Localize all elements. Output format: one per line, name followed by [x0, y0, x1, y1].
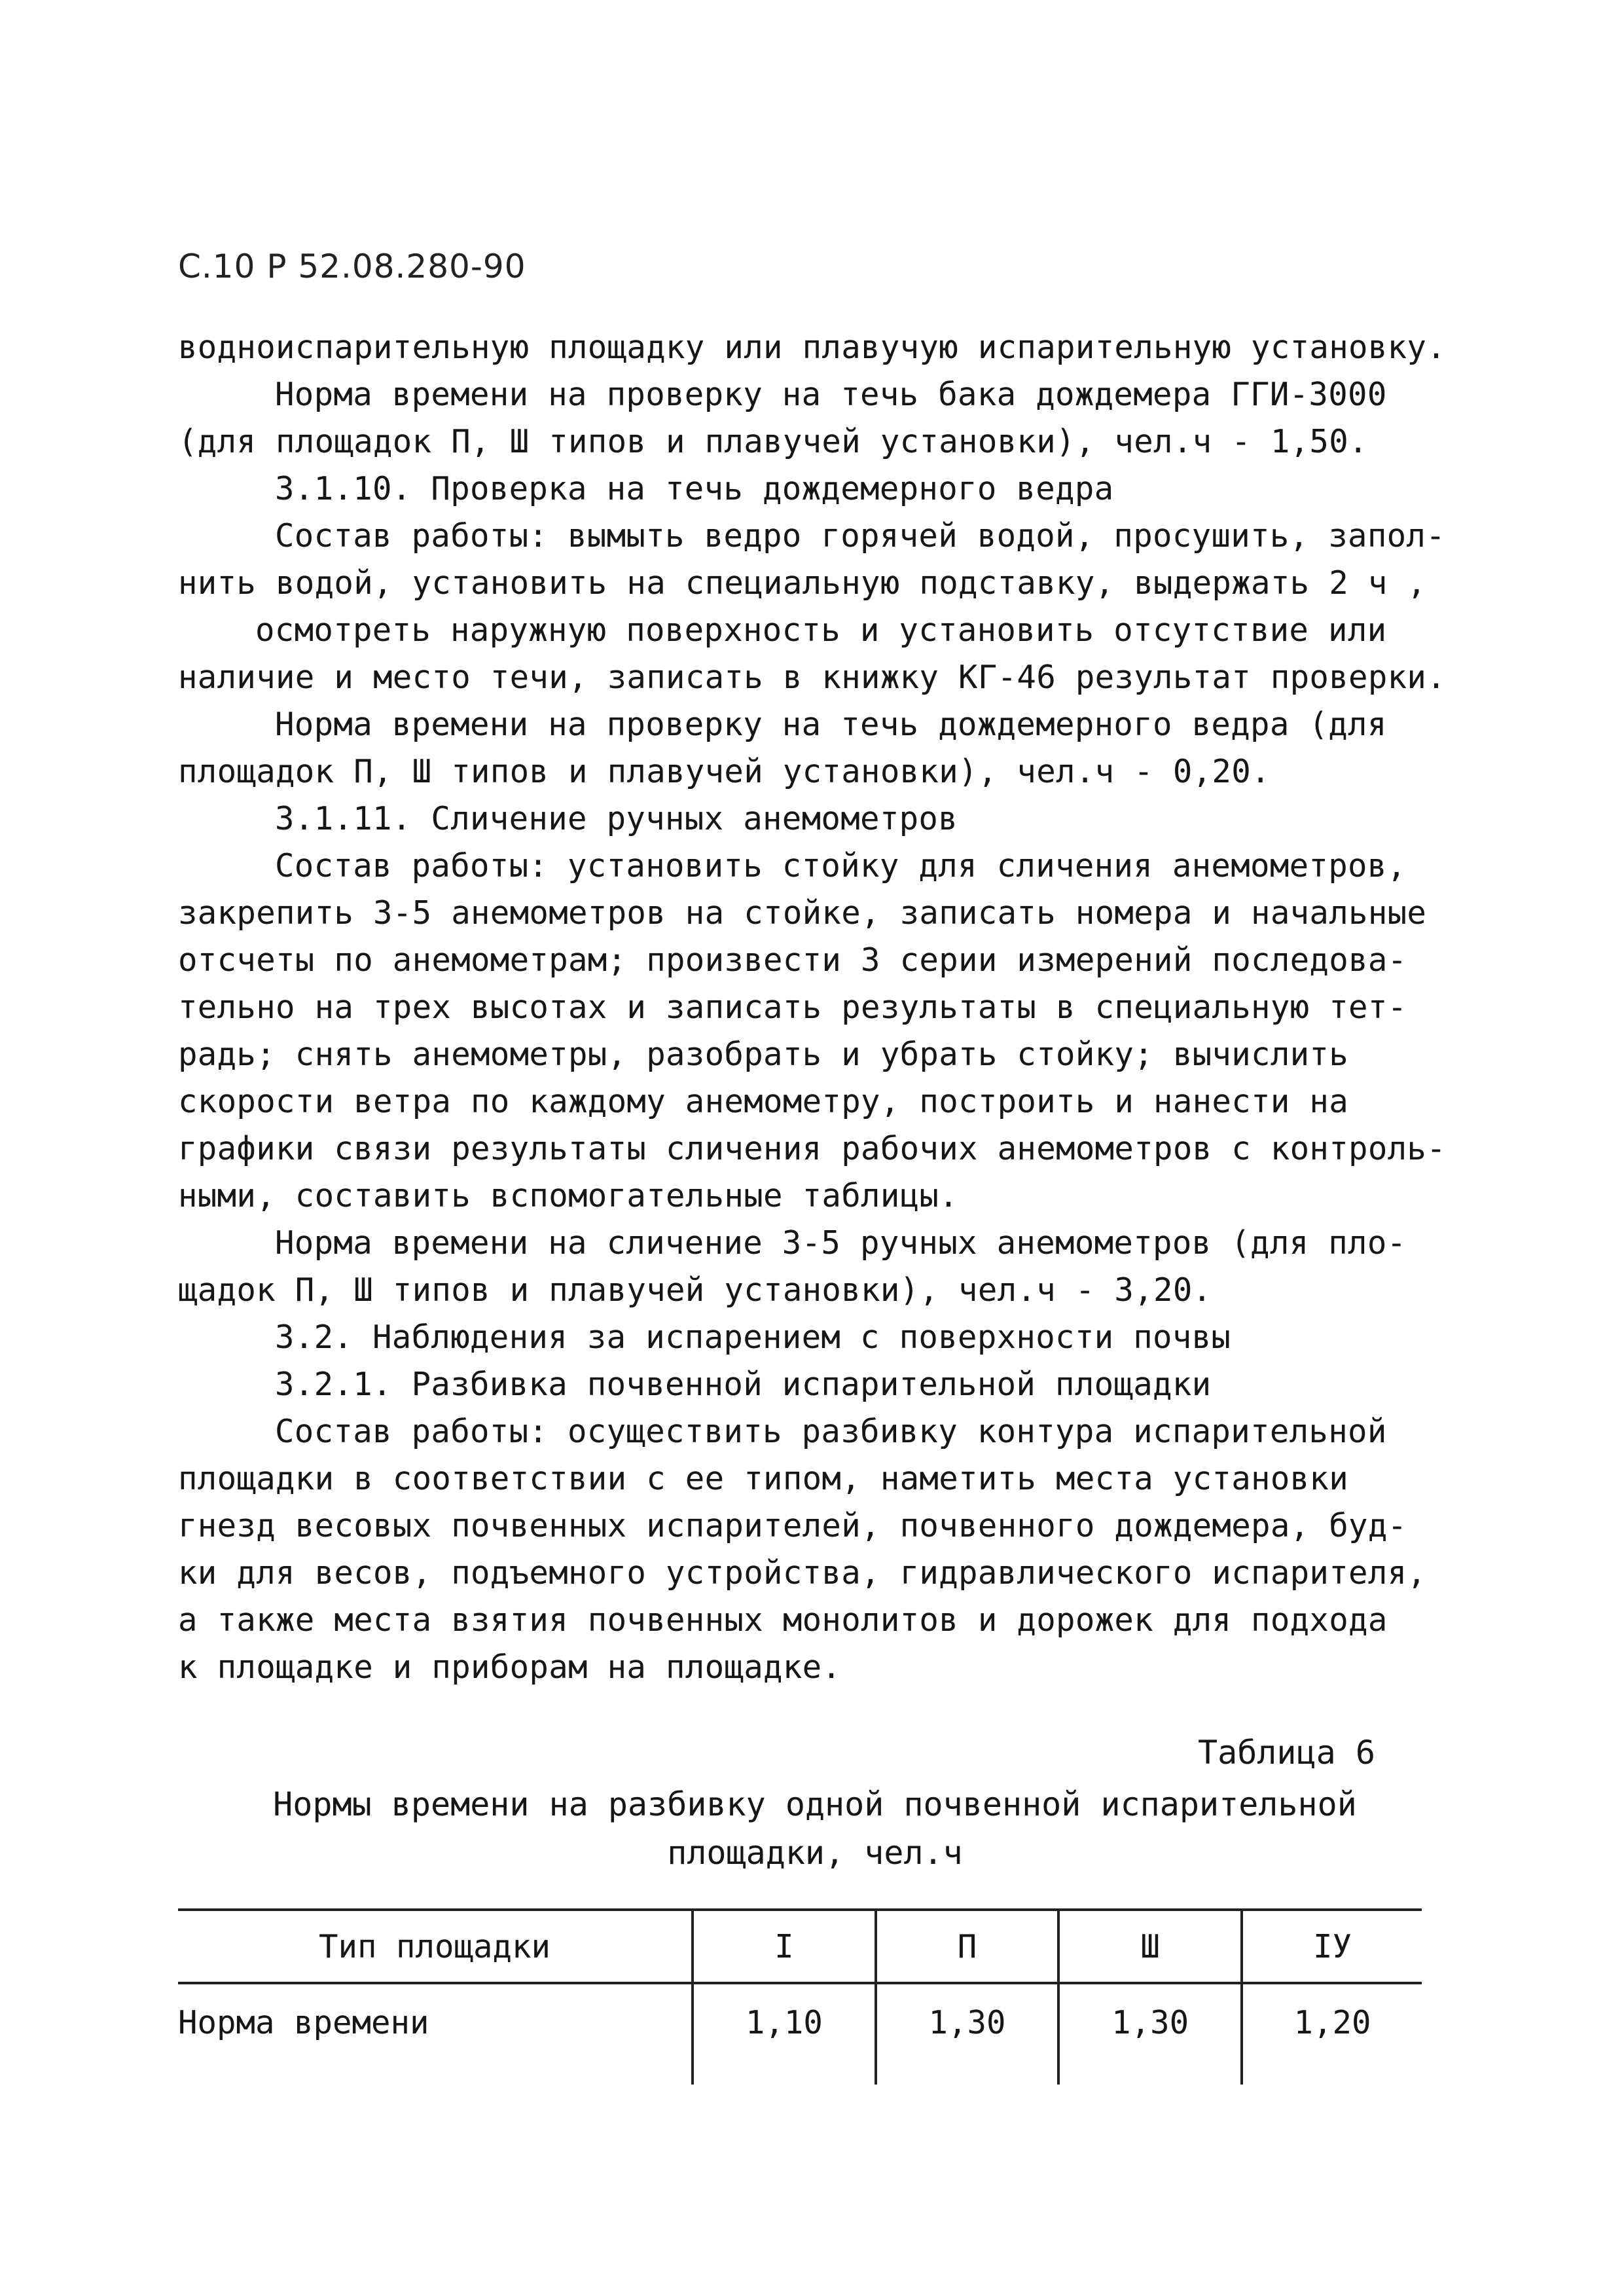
column-header: I	[693, 1910, 876, 1983]
body-line: Норма времени на проверку на течь бака дождемера ГГИ-3000	[275, 376, 1387, 413]
table-row	[178, 1983, 1422, 2085]
body-line: осмотреть наружную поверхность и установить отсутствие или	[255, 611, 1387, 649]
body-line: наличие и место течи, записать в книжку КГ-46 результат проверки.	[178, 659, 1447, 696]
body-line: скорости ветра по каждому анемометру, построить и нанести на	[178, 1083, 1349, 1120]
column-header: П	[876, 1910, 1059, 1983]
column-header: Ш	[1058, 1910, 1242, 1983]
body-line: графики связи результаты сличения рабочих анемометров с контроль-	[178, 1130, 1447, 1167]
body-line: ными, составить вспомогательные таблицы.	[178, 1177, 959, 1214]
body-line: гнезд весовых почвенных испарителей, почвенного дождемера, буд-	[178, 1507, 1407, 1544]
section-heading: 3.2.1. Разбивка почвенной испарительной площадки	[275, 1366, 1212, 1403]
body-line: Норма времени на сличение 3-5 ручных анемометров (для пло-	[275, 1224, 1407, 1262]
table-cell: 1,30	[1058, 1983, 1242, 2085]
body-line: Состав работы: вымыть ведро горячей водой, просушить, запол-	[275, 517, 1446, 555]
table-title-line: площадки, чел.ч	[667, 1834, 963, 1872]
row-label: Норма времени	[178, 2004, 429, 2041]
body-line: площадки в соответствии с ее типом, наметить места установки	[178, 1460, 1349, 1497]
body-line: а также места взятия почвенных монолитов и дорожек для подхода	[178, 1601, 1388, 1639]
table-cell: 1,20	[1242, 1983, 1422, 2085]
table-title-line: Нормы времени на разбивку одной почвенной испарительной	[273, 1785, 1357, 1823]
table-cell: 1,10	[693, 1983, 876, 2085]
body-line: ки для весов, подъемного устройства, гидравлического испарителя,	[178, 1554, 1427, 1592]
body-line: Норма времени на проверку на течь дождемерного ведра (для	[275, 706, 1387, 743]
section-heading: 3.1.11. Сличение ручных анемометров	[275, 800, 958, 837]
norms-table	[178, 1908, 1422, 2085]
body-line: к площадке и приборам на площадке.	[178, 1649, 842, 1686]
body-line: закрепить 3-5 анемометров на стойке, записать номера и начальные	[178, 894, 1427, 932]
body-line: площадок П, Ш типов и плавучей установки), чел.ч - 0,20.	[178, 753, 1271, 790]
table-cell: 1,30	[876, 1983, 1059, 2085]
body-line: отсчеты по анемометрам; произвести 3 серии измерений последова-	[178, 941, 1407, 979]
body-line: водноиспарительную площадку или плавучую испарительную установку.	[178, 329, 1447, 366]
body-line: Состав работы: осуществить разбивку контура испарительной	[275, 1413, 1387, 1450]
column-header: Тип площадки	[178, 1910, 693, 1983]
body-line: (для площадок П, Ш типов и плавучей установки), чел.ч - 1,50.	[178, 423, 1368, 460]
body-line: радь; снять анемометры, разобрать и убрать стойку; вычислить	[178, 1036, 1349, 1073]
table-label: Таблица 6	[1198, 1734, 1375, 1772]
column-header: IУ	[1242, 1910, 1422, 1983]
body-line: нить водой, установить на специальную подставку, выдержать 2 ч ,	[178, 564, 1427, 602]
body-line: щадок П, Ш типов и плавучей установки), чел.ч - 3,20.	[178, 1271, 1212, 1309]
section-heading: 3.1.10. Проверка на течь дождемерного ведра	[275, 470, 1114, 507]
body-line: Состав работы: установить стойку для сличения анемометров,	[275, 847, 1407, 884]
page-header: С.10 Р 52.08.280-90	[178, 247, 526, 285]
table-header-row	[178, 1910, 1422, 1983]
section-heading: 3.2. Наблюдения за испарением с поверхности почвы	[275, 1319, 1231, 1356]
body-line: тельно на трех высотах и записать результаты в специальную тет-	[178, 989, 1407, 1026]
